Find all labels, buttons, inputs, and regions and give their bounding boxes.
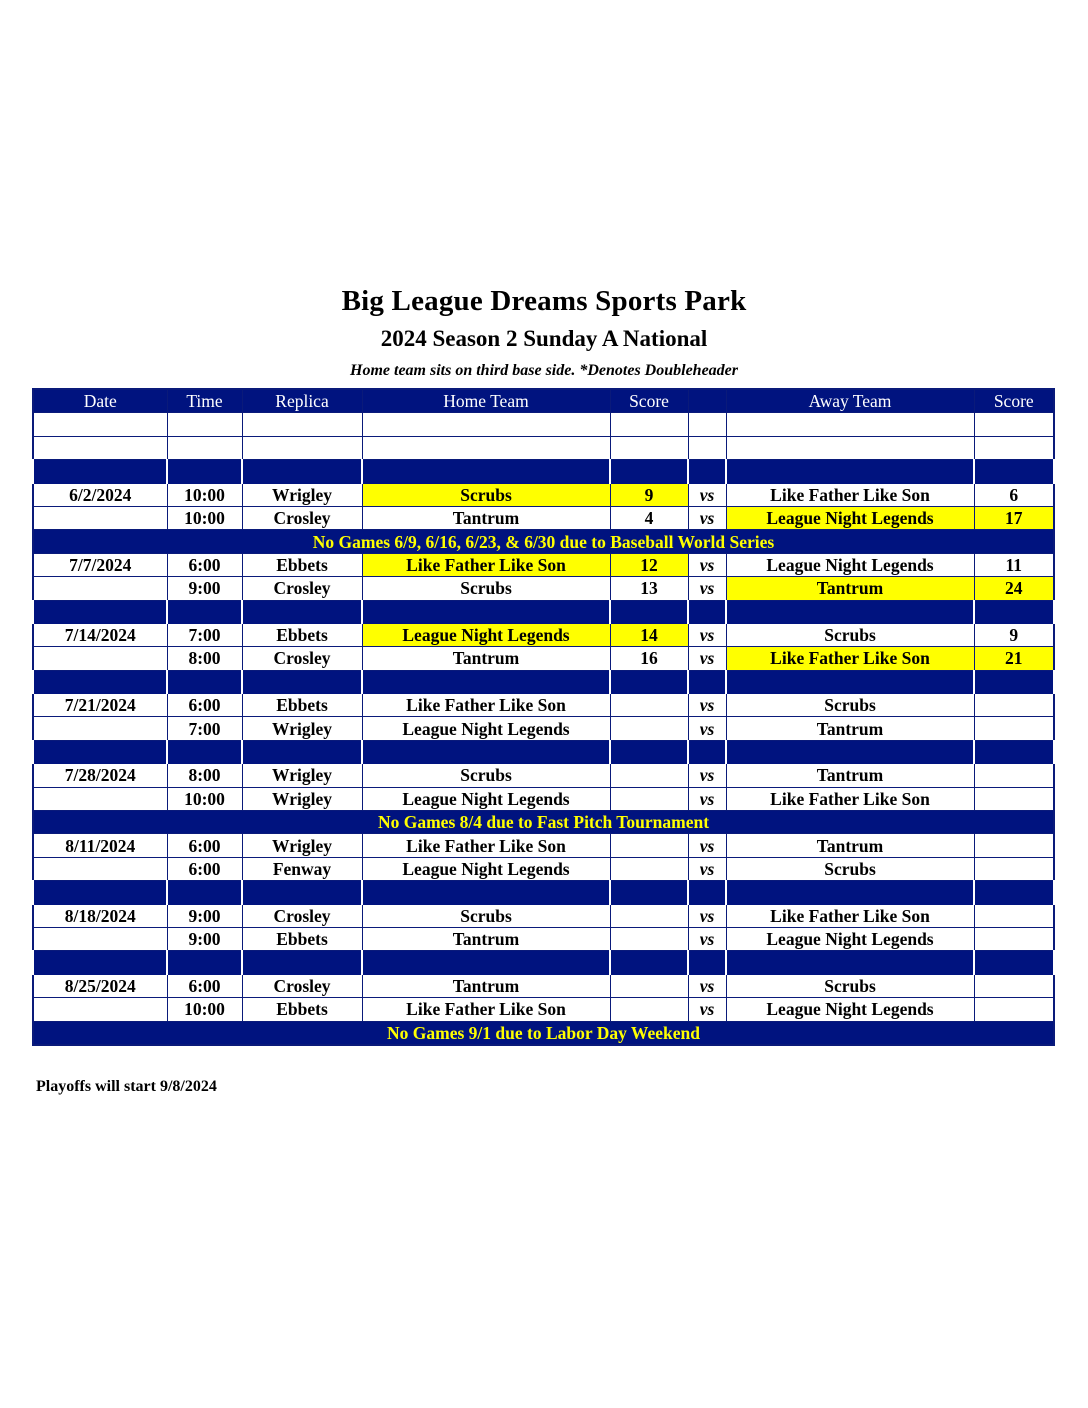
game-row bbox=[33, 694, 1054, 717]
vs-label: vs bbox=[688, 623, 726, 646]
vs-label: vs bbox=[688, 998, 726, 1021]
home-team: Scrubs bbox=[362, 904, 610, 927]
game-row bbox=[33, 904, 1054, 927]
game-time: 9:00 bbox=[167, 927, 242, 950]
game-time: 6:00 bbox=[167, 857, 242, 880]
home-team: Scrubs bbox=[362, 764, 610, 787]
game-row bbox=[33, 857, 1054, 880]
separator-row bbox=[33, 881, 1054, 904]
col-header-away-score: Score bbox=[974, 389, 1054, 413]
game-time: 10:00 bbox=[167, 787, 242, 810]
game-replica: Crosley bbox=[242, 647, 362, 670]
empty-cell bbox=[33, 740, 167, 763]
home-team: Like Father Like Son bbox=[362, 834, 610, 857]
empty-cell bbox=[362, 460, 610, 483]
away-team: League Night Legends bbox=[726, 927, 974, 950]
empty-cell bbox=[974, 951, 1054, 974]
away-score: 11 bbox=[974, 553, 1054, 576]
game-time: 7:00 bbox=[167, 717, 242, 740]
empty-cell bbox=[974, 600, 1054, 623]
home-score: 9 bbox=[610, 483, 688, 506]
home-score: 14 bbox=[610, 623, 688, 646]
empty-cell bbox=[33, 881, 167, 904]
col-header-home-score: Score bbox=[610, 389, 688, 413]
empty-cell bbox=[167, 881, 242, 904]
empty-cell bbox=[242, 600, 362, 623]
empty-cell bbox=[974, 670, 1054, 693]
empty-cell bbox=[610, 460, 688, 483]
away-team: Scrubs bbox=[726, 857, 974, 880]
empty-cell bbox=[974, 740, 1054, 763]
home-score bbox=[610, 787, 688, 810]
game-replica: Ebbets bbox=[242, 998, 362, 1021]
empty-cell bbox=[362, 413, 610, 436]
empty-cell bbox=[167, 670, 242, 693]
vs-label: vs bbox=[688, 787, 726, 810]
away-score: 17 bbox=[974, 506, 1054, 529]
away-team: Like Father Like Son bbox=[726, 904, 974, 927]
empty-cell bbox=[688, 740, 726, 763]
empty-cell bbox=[33, 951, 167, 974]
away-team: Tantrum bbox=[726, 834, 974, 857]
empty-cell bbox=[167, 460, 242, 483]
empty-cell bbox=[726, 951, 974, 974]
schedule-body bbox=[33, 413, 1054, 1045]
empty-cell bbox=[688, 670, 726, 693]
empty-cell bbox=[33, 670, 167, 693]
home-team: League Night Legends bbox=[362, 717, 610, 740]
home-score bbox=[610, 717, 688, 740]
game-time: 7:00 bbox=[167, 623, 242, 646]
home-score bbox=[610, 834, 688, 857]
away-team: League Night Legends bbox=[726, 998, 974, 1021]
home-score: 16 bbox=[610, 647, 688, 670]
empty-cell bbox=[242, 670, 362, 693]
empty-cell bbox=[167, 740, 242, 763]
empty-cell bbox=[610, 413, 688, 436]
empty-cell bbox=[688, 881, 726, 904]
home-score: 13 bbox=[610, 577, 688, 600]
game-time: 9:00 bbox=[167, 577, 242, 600]
home-team: Tantrum bbox=[362, 647, 610, 670]
away-score: 9 bbox=[974, 623, 1054, 646]
notice-text: No Games 8/4 due to Fast Pitch Tournament bbox=[33, 811, 1054, 834]
notice-row bbox=[33, 811, 1054, 834]
game-row bbox=[33, 506, 1054, 529]
game-time: 10:00 bbox=[167, 998, 242, 1021]
home-team: League Night Legends bbox=[362, 623, 610, 646]
empty-cell bbox=[974, 460, 1054, 483]
away-team: Tantrum bbox=[726, 577, 974, 600]
game-date: 8/18/2024 bbox=[33, 904, 167, 927]
game-row bbox=[33, 974, 1054, 997]
home-team: Tantrum bbox=[362, 974, 610, 997]
vs-label: vs bbox=[688, 553, 726, 576]
vs-label: vs bbox=[688, 904, 726, 927]
col-header-away-team: Away Team bbox=[726, 389, 974, 413]
game-replica: Wrigley bbox=[242, 787, 362, 810]
vs-label: vs bbox=[688, 974, 726, 997]
away-score bbox=[974, 927, 1054, 950]
empty-cell bbox=[726, 413, 974, 436]
game-date: 7/7/2024 bbox=[33, 553, 167, 576]
away-score bbox=[974, 787, 1054, 810]
schedule-table bbox=[32, 388, 1055, 1046]
vs-label: vs bbox=[688, 857, 726, 880]
game-replica: Ebbets bbox=[242, 694, 362, 717]
game-row bbox=[33, 998, 1054, 1021]
empty-cell bbox=[726, 436, 974, 459]
empty-cell bbox=[610, 600, 688, 623]
away-team: League Night Legends bbox=[726, 553, 974, 576]
empty-cell bbox=[167, 436, 242, 459]
empty-cell bbox=[726, 460, 974, 483]
away-team: League Night Legends bbox=[726, 506, 974, 529]
empty-cell bbox=[726, 740, 974, 763]
empty-cell bbox=[688, 600, 726, 623]
game-time: 10:00 bbox=[167, 506, 242, 529]
separator-row bbox=[33, 460, 1054, 483]
empty-cell bbox=[688, 460, 726, 483]
away-team: Scrubs bbox=[726, 694, 974, 717]
vs-label: vs bbox=[688, 506, 726, 529]
empty-cell bbox=[726, 881, 974, 904]
notice-text: No Games 6/9, 6/16, 6/23, & 6/30 due to Baseball World Series bbox=[33, 530, 1054, 553]
game-row bbox=[33, 717, 1054, 740]
notice-row bbox=[33, 530, 1054, 553]
empty-cell bbox=[688, 436, 726, 459]
game-replica: Wrigley bbox=[242, 717, 362, 740]
home-score bbox=[610, 904, 688, 927]
empty-cell bbox=[974, 413, 1054, 436]
away-score bbox=[974, 974, 1054, 997]
empty-cell bbox=[362, 436, 610, 459]
away-team: Like Father Like Son bbox=[726, 647, 974, 670]
game-time: 8:00 bbox=[167, 764, 242, 787]
game-date: 7/21/2024 bbox=[33, 694, 167, 717]
empty-cell bbox=[362, 881, 610, 904]
away-team: Scrubs bbox=[726, 623, 974, 646]
empty-cell bbox=[974, 436, 1054, 459]
game-replica: Crosley bbox=[242, 974, 362, 997]
home-score bbox=[610, 974, 688, 997]
empty-cell bbox=[242, 740, 362, 763]
game-replica: Crosley bbox=[242, 506, 362, 529]
game-time: 6:00 bbox=[167, 834, 242, 857]
separator-row bbox=[33, 740, 1054, 763]
empty-cell bbox=[726, 600, 974, 623]
game-replica: Wrigley bbox=[242, 764, 362, 787]
game-row bbox=[33, 483, 1054, 506]
game-date: 8/11/2024 bbox=[33, 834, 167, 857]
blank-row bbox=[33, 436, 1054, 459]
empty-cell bbox=[362, 670, 610, 693]
game-date bbox=[33, 577, 167, 600]
home-team: Like Father Like Son bbox=[362, 998, 610, 1021]
home-score bbox=[610, 764, 688, 787]
game-time: 10:00 bbox=[167, 483, 242, 506]
game-time: 6:00 bbox=[167, 694, 242, 717]
game-date: 6/2/2024 bbox=[33, 483, 167, 506]
empty-cell bbox=[242, 436, 362, 459]
col-header-replica: Replica bbox=[242, 389, 362, 413]
empty-cell bbox=[362, 600, 610, 623]
home-team: Scrubs bbox=[362, 483, 610, 506]
empty-cell bbox=[610, 436, 688, 459]
empty-cell bbox=[33, 436, 167, 459]
game-date bbox=[33, 787, 167, 810]
empty-cell bbox=[610, 951, 688, 974]
table-header-row bbox=[33, 389, 1054, 413]
home-team: League Night Legends bbox=[362, 787, 610, 810]
vs-label: vs bbox=[688, 834, 726, 857]
empty-cell bbox=[33, 413, 167, 436]
vs-label: vs bbox=[688, 717, 726, 740]
col-header-date: Date bbox=[33, 389, 167, 413]
game-time: 9:00 bbox=[167, 904, 242, 927]
col-header-time: Time bbox=[167, 389, 242, 413]
game-date bbox=[33, 647, 167, 670]
season-subtitle: 2024 Season 2 Sunday A National bbox=[380, 326, 708, 351]
vs-label: vs bbox=[688, 764, 726, 787]
game-row bbox=[33, 647, 1054, 670]
game-replica: Ebbets bbox=[242, 623, 362, 646]
away-score bbox=[974, 904, 1054, 927]
game-date: 7/28/2024 bbox=[33, 764, 167, 787]
game-date bbox=[33, 998, 167, 1021]
game-replica: Ebbets bbox=[242, 927, 362, 950]
empty-cell bbox=[242, 881, 362, 904]
empty-cell bbox=[242, 460, 362, 483]
game-date: 8/25/2024 bbox=[33, 974, 167, 997]
separator-row bbox=[33, 670, 1054, 693]
away-score bbox=[974, 857, 1054, 880]
away-score bbox=[974, 998, 1054, 1021]
empty-cell bbox=[362, 740, 610, 763]
away-score: 24 bbox=[974, 577, 1054, 600]
empty-cell bbox=[974, 881, 1054, 904]
away-team: Like Father Like Son bbox=[726, 483, 974, 506]
empty-cell bbox=[242, 413, 362, 436]
game-date: 7/14/2024 bbox=[33, 623, 167, 646]
game-date bbox=[33, 927, 167, 950]
col-header-home-team: Home Team bbox=[362, 389, 610, 413]
game-date bbox=[33, 717, 167, 740]
game-replica: Fenway bbox=[242, 857, 362, 880]
home-score bbox=[610, 694, 688, 717]
home-score bbox=[610, 857, 688, 880]
empty-cell bbox=[726, 670, 974, 693]
game-time: 6:00 bbox=[167, 553, 242, 576]
home-team: Like Father Like Son bbox=[362, 694, 610, 717]
away-score bbox=[974, 694, 1054, 717]
empty-cell bbox=[33, 600, 167, 623]
vs-label: vs bbox=[688, 927, 726, 950]
blank-row bbox=[33, 413, 1054, 436]
away-score: 6 bbox=[974, 483, 1054, 506]
vs-label: vs bbox=[688, 577, 726, 600]
home-team: Tantrum bbox=[362, 927, 610, 950]
game-row bbox=[33, 623, 1054, 646]
empty-cell bbox=[610, 740, 688, 763]
empty-cell bbox=[167, 951, 242, 974]
game-replica: Ebbets bbox=[242, 553, 362, 576]
game-replica: Wrigley bbox=[242, 834, 362, 857]
home-team: Tantrum bbox=[362, 506, 610, 529]
game-row bbox=[33, 764, 1054, 787]
away-team: Tantrum bbox=[726, 717, 974, 740]
game-time: 8:00 bbox=[167, 647, 242, 670]
vs-label: vs bbox=[688, 483, 726, 506]
game-date bbox=[33, 857, 167, 880]
game-row bbox=[33, 787, 1054, 810]
empty-cell bbox=[688, 951, 726, 974]
empty-cell bbox=[167, 413, 242, 436]
game-row bbox=[33, 834, 1054, 857]
empty-cell bbox=[33, 460, 167, 483]
notice-row bbox=[33, 1021, 1054, 1045]
separator-row bbox=[33, 951, 1054, 974]
away-score: 21 bbox=[974, 647, 1054, 670]
away-score bbox=[974, 717, 1054, 740]
playoffs-note: Playoffs will start 9/8/2024 bbox=[36, 1078, 217, 1095]
home-score bbox=[610, 998, 688, 1021]
game-date bbox=[33, 506, 167, 529]
empty-cell bbox=[610, 670, 688, 693]
away-score bbox=[974, 834, 1054, 857]
empty-cell bbox=[242, 951, 362, 974]
game-row bbox=[33, 553, 1054, 576]
empty-cell bbox=[610, 881, 688, 904]
home-score bbox=[610, 927, 688, 950]
game-row bbox=[33, 577, 1054, 600]
vs-label: vs bbox=[688, 694, 726, 717]
game-replica: Crosley bbox=[242, 577, 362, 600]
separator-row bbox=[33, 600, 1054, 623]
away-score bbox=[974, 764, 1054, 787]
notice-text: No Games 9/1 due to Labor Day Weekend bbox=[33, 1021, 1054, 1045]
empty-cell bbox=[688, 413, 726, 436]
empty-cell bbox=[362, 951, 610, 974]
game-time: 6:00 bbox=[167, 974, 242, 997]
empty-cell bbox=[167, 600, 242, 623]
away-team: Like Father Like Son bbox=[726, 787, 974, 810]
home-team: Like Father Like Son bbox=[362, 553, 610, 576]
home-team: League Night Legends bbox=[362, 857, 610, 880]
col-header-vs bbox=[688, 389, 726, 413]
vs-label: vs bbox=[688, 647, 726, 670]
home-score: 12 bbox=[610, 553, 688, 576]
home-team: Scrubs bbox=[362, 577, 610, 600]
away-team: Tantrum bbox=[726, 764, 974, 787]
away-team: Scrubs bbox=[726, 974, 974, 997]
game-row bbox=[33, 927, 1054, 950]
page-title: Big League Dreams Sports Park bbox=[341, 285, 747, 317]
game-replica: Wrigley bbox=[242, 483, 362, 506]
home-team-note: Home team sits on third base side. *Denotes Doubleheader bbox=[350, 362, 738, 379]
home-score: 4 bbox=[610, 506, 688, 529]
game-replica: Crosley bbox=[242, 904, 362, 927]
